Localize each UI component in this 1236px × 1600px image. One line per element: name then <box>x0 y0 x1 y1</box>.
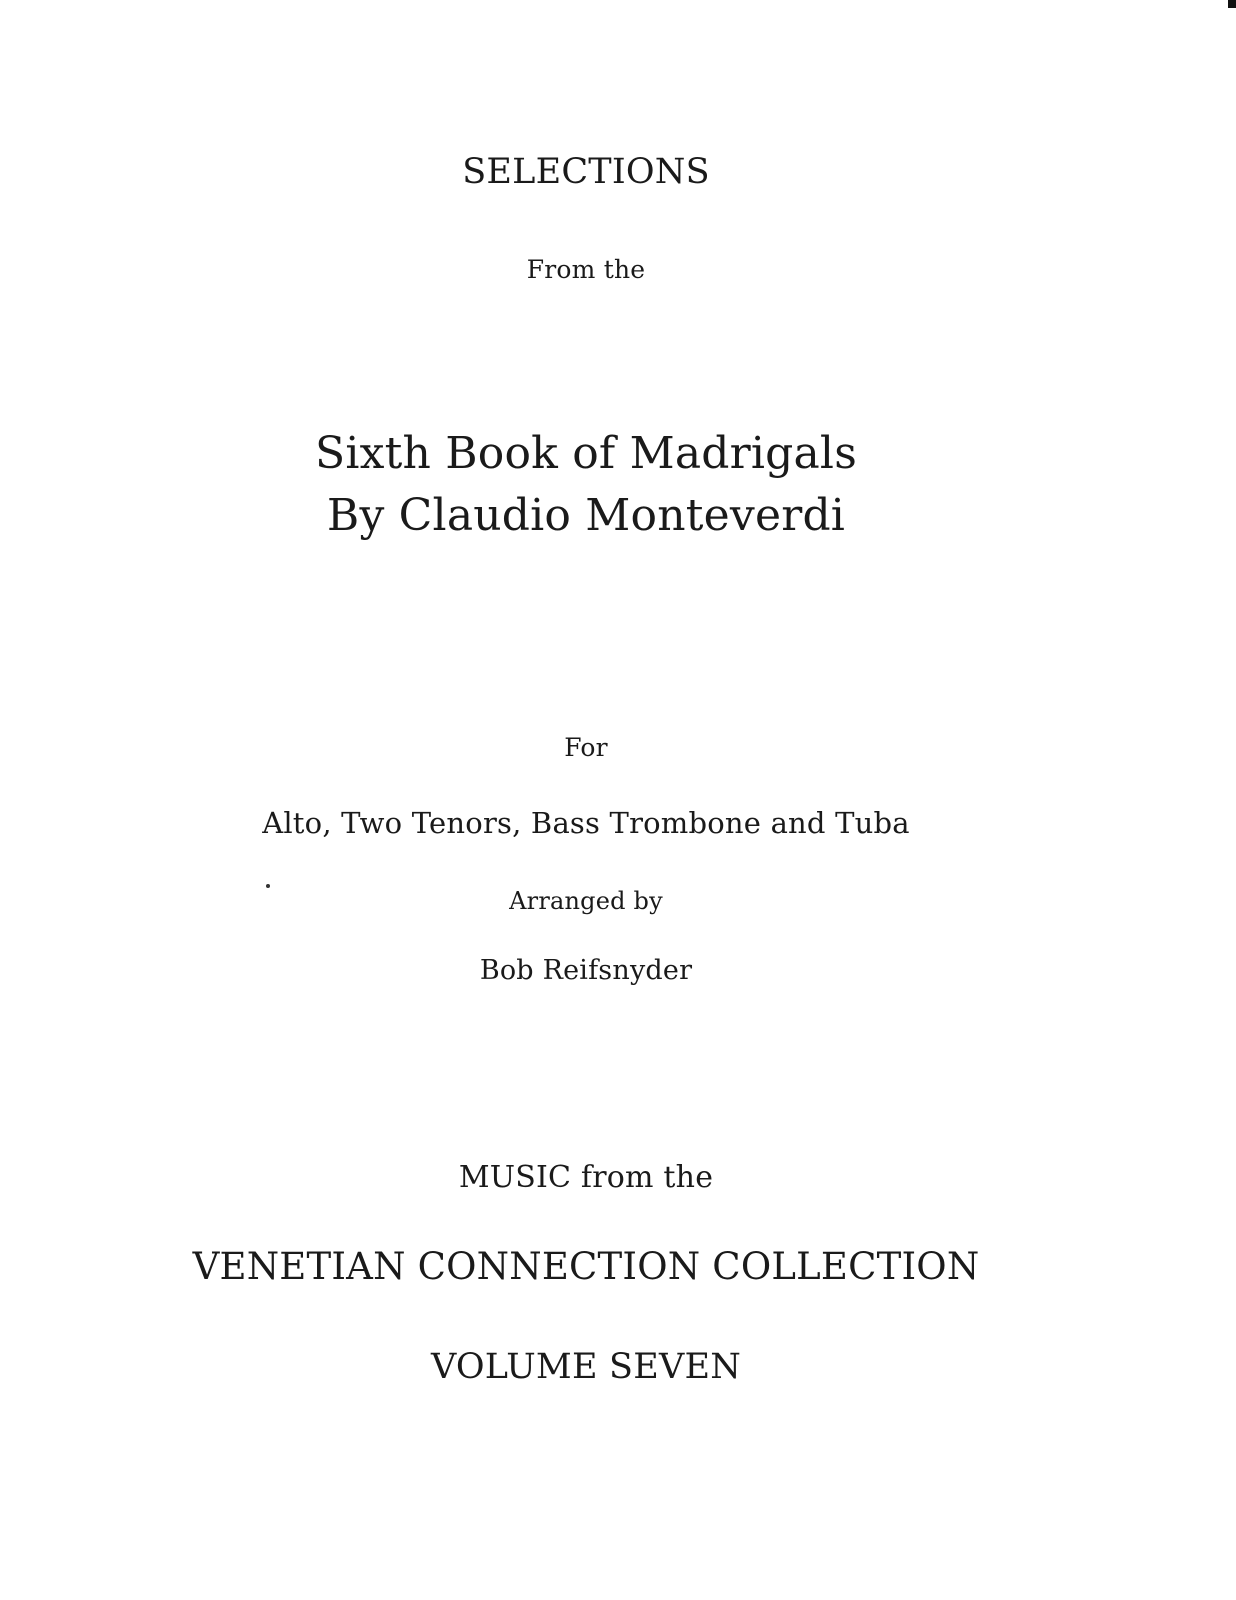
collection-title: VENETIAN CONNECTION COLLECTION <box>192 1245 980 1288</box>
arranged-by-label: Arranged by <box>509 887 663 915</box>
title-line-1: Sixth Book of Madrigals <box>315 428 857 479</box>
instrumentation: Alto, Two Tenors, Bass Trombone and Tuba <box>262 806 910 840</box>
for-label: For <box>564 733 608 762</box>
title-line-2: By Claudio Monteverdi <box>326 490 846 541</box>
music-from-the-label: MUSIC from the <box>458 1160 714 1195</box>
from-the-label: From the <box>526 255 646 284</box>
scan-corner-mark <box>1228 0 1236 8</box>
arranger-name: Bob Reifsnyder <box>479 955 693 986</box>
heading-selections: SELECTIONS <box>462 152 710 192</box>
volume-label: VOLUME SEVEN <box>430 1347 742 1387</box>
